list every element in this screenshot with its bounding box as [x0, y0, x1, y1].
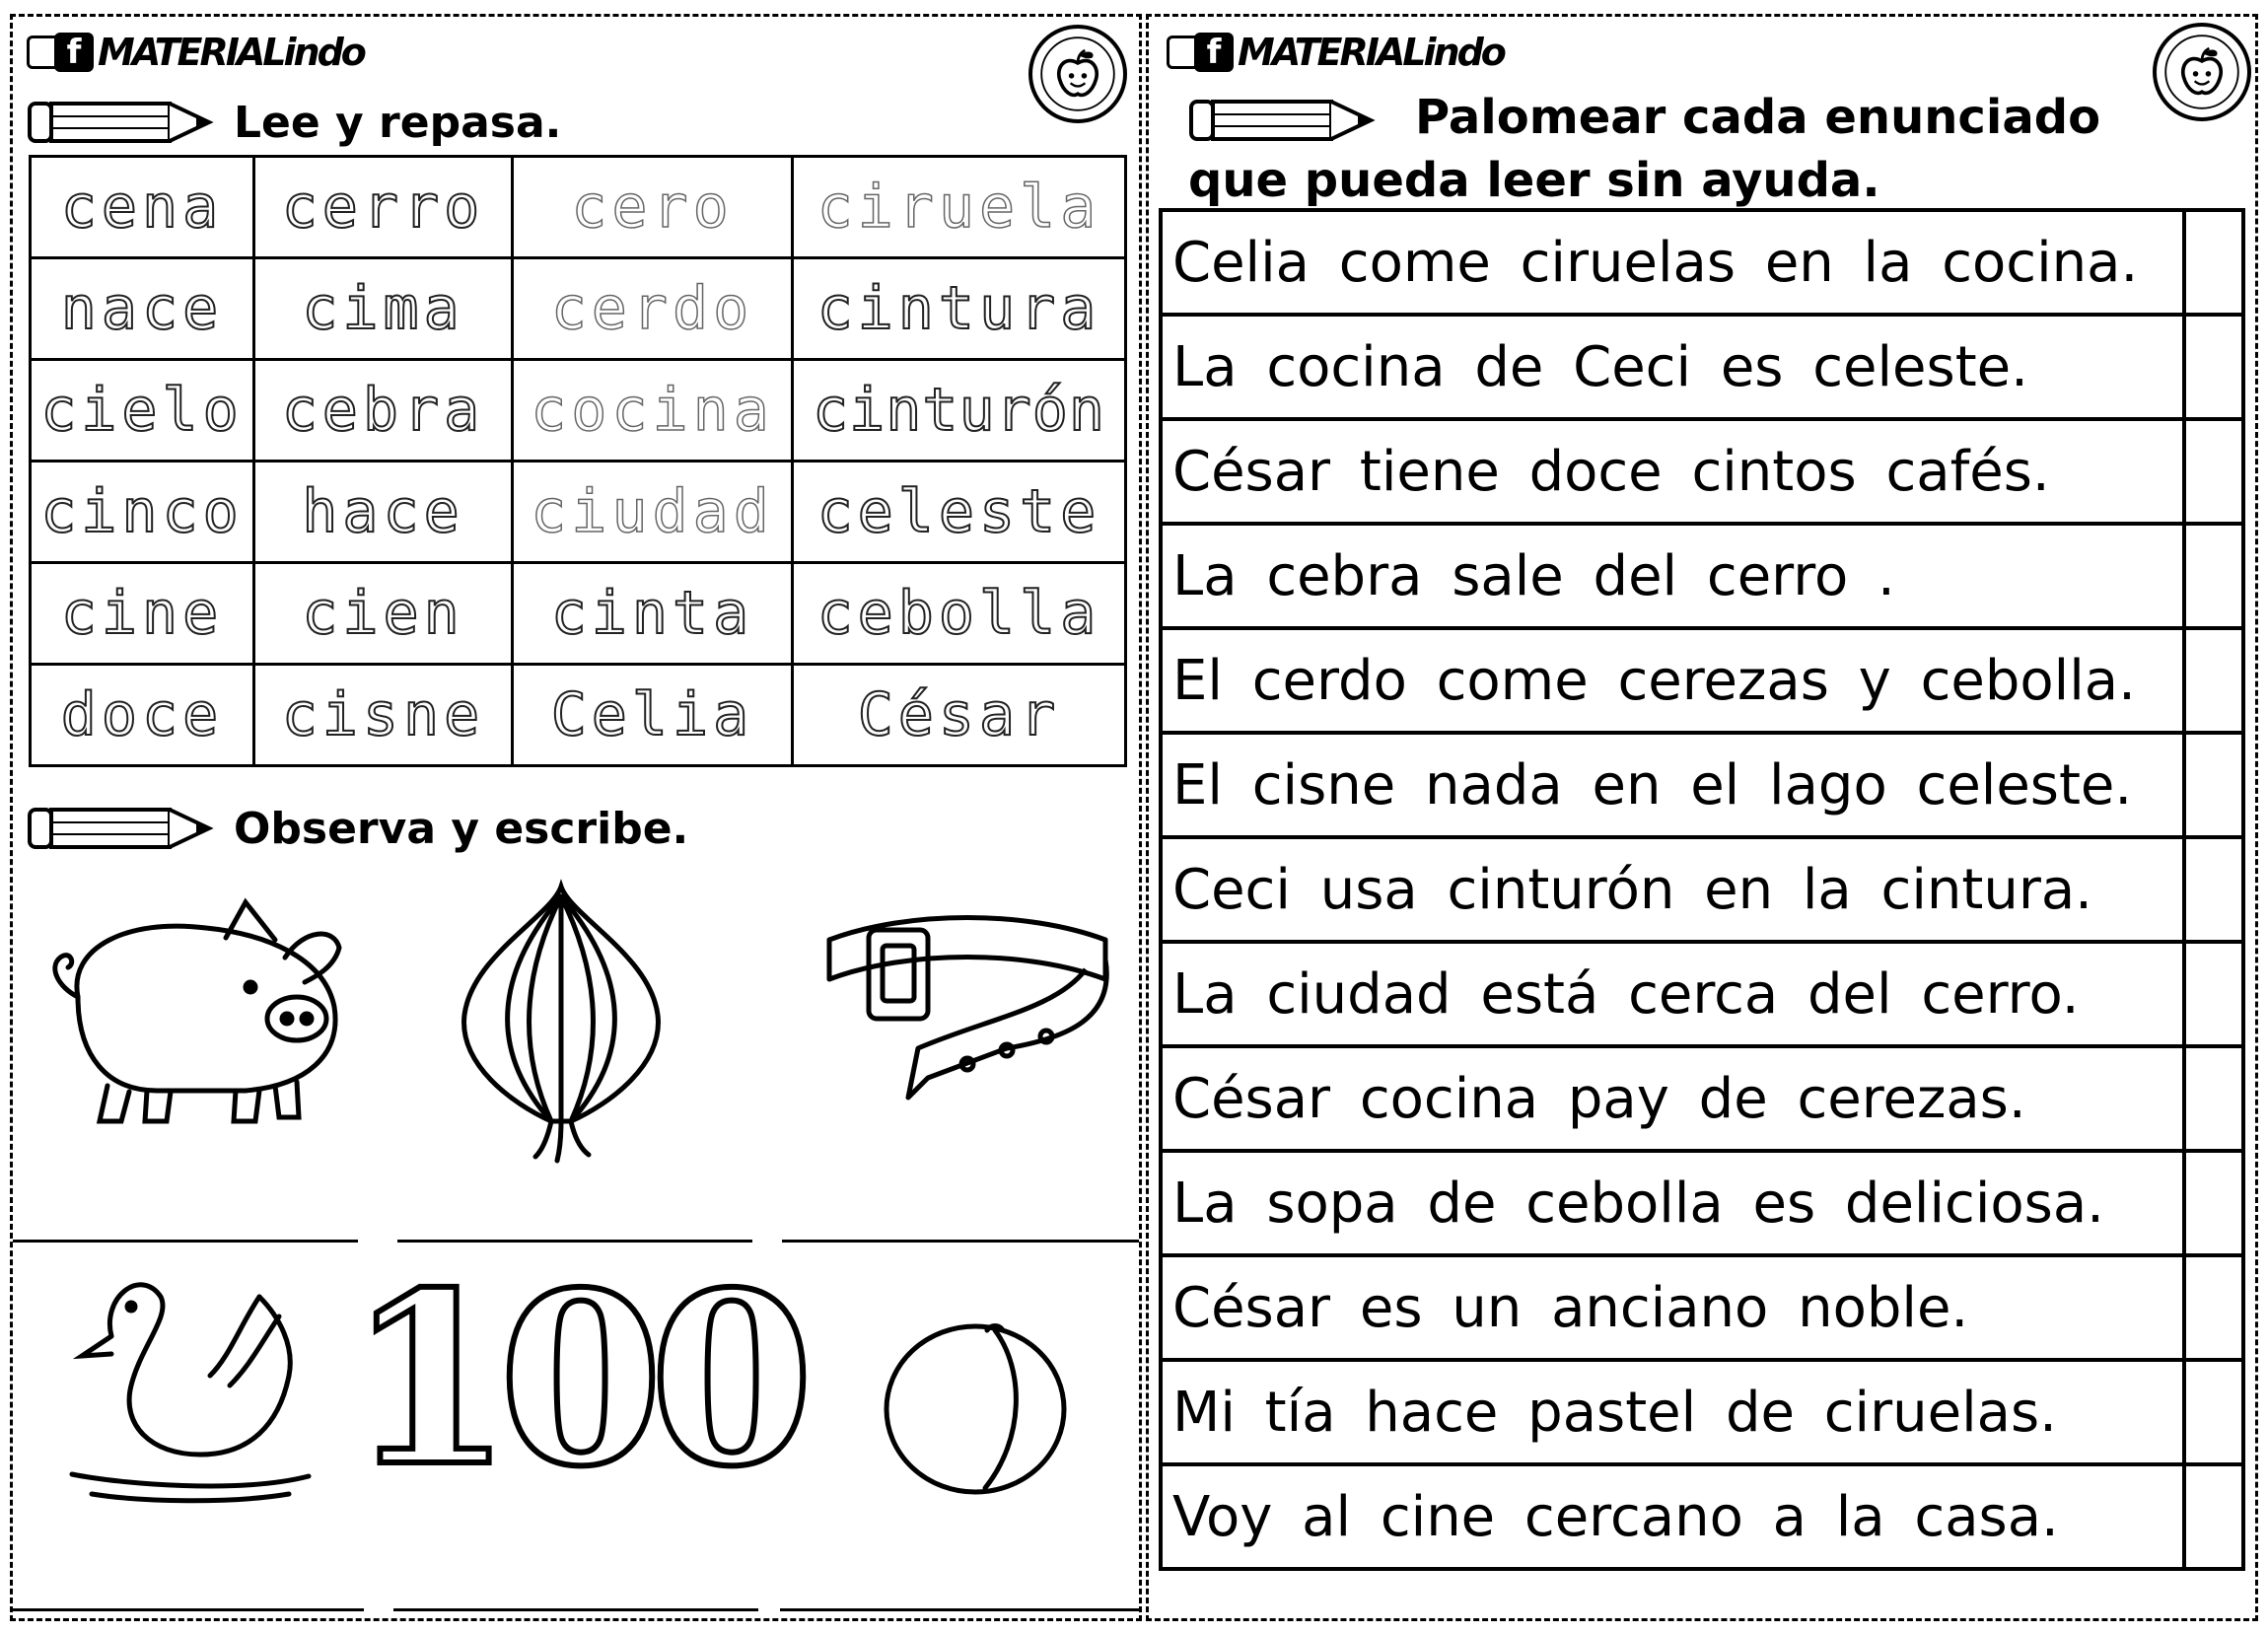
check-box[interactable]	[2184, 628, 2243, 733]
trace-word: cerro	[254, 157, 513, 258]
trace-word: cero	[513, 157, 793, 258]
check-box[interactable]	[2184, 315, 2243, 419]
trace-word: celeste	[793, 462, 1126, 563]
table-row	[1161, 210, 2243, 315]
facebook-icon: f	[1194, 33, 1234, 72]
apple-seal-icon	[1028, 25, 1127, 123]
trace-word: Celia	[513, 665, 793, 766]
write-line	[13, 1608, 364, 1611]
check-box[interactable]	[2184, 1360, 2243, 1464]
sentence: Mi tía hace pastel de ciruelas.	[1161, 1360, 2184, 1464]
write-line	[13, 1240, 358, 1243]
trace-word: cisne	[254, 665, 513, 766]
sentence: La cebra sale del cerro .	[1161, 524, 2184, 628]
sentence: La sopa de cebolla es deliciosa.	[1161, 1151, 2184, 1255]
brand-name: MATERIALindo	[98, 31, 364, 74]
check-box[interactable]	[2184, 837, 2243, 942]
swan-picture	[62, 1257, 319, 1514]
table-row	[1161, 837, 2243, 942]
check-box[interactable]	[2184, 524, 2243, 628]
table-row	[1161, 733, 2243, 837]
write-line	[780, 1608, 1139, 1611]
trace-word: ciudad	[513, 462, 793, 563]
heading-text: Lee y repasa.	[234, 97, 562, 148]
check-box[interactable]	[2184, 733, 2243, 837]
write-line	[782, 1240, 1139, 1243]
check-box[interactable]	[2184, 942, 2243, 1046]
sentence: Celia come ciruelas en la cocina.	[1161, 210, 2184, 315]
trace-word: cena	[31, 157, 254, 258]
check-box[interactable]	[2184, 419, 2243, 524]
check-box[interactable]	[2184, 1046, 2243, 1151]
table-row	[1161, 1360, 2243, 1464]
pencil-icon	[27, 96, 224, 149]
trace-word: nace	[31, 258, 254, 360]
table-row	[1161, 1151, 2243, 1255]
table-row	[1161, 1464, 2243, 1569]
table-row	[1161, 419, 2243, 524]
trace-word: hace	[254, 462, 513, 563]
table-row	[31, 665, 1126, 766]
hundred-picture	[347, 1241, 801, 1519]
table-row	[1161, 315, 2243, 419]
table-row	[31, 462, 1126, 563]
pig-picture	[38, 889, 354, 1125]
sentence: Ceci usa cinturón en la cintura.	[1161, 837, 2184, 942]
table-row	[31, 258, 1126, 360]
trace-word: cinturón	[793, 360, 1126, 462]
trace-word: cinco	[31, 462, 254, 563]
table-row	[31, 563, 1126, 665]
sentence: César es un anciano noble.	[1161, 1255, 2184, 1360]
onion-picture	[453, 877, 670, 1163]
instruction	[1188, 86, 2214, 212]
trace-word: doce	[31, 665, 254, 766]
trace-word: cebolla	[793, 563, 1126, 665]
trace-word: ciruela	[793, 157, 1126, 258]
plum-picture	[877, 1311, 1074, 1498]
right-worksheet	[1146, 14, 2258, 1621]
table-row	[31, 360, 1126, 462]
check-box[interactable]	[2184, 1464, 2243, 1569]
trace-word: cine	[31, 563, 254, 665]
sentence: El cerdo come cerezas y cebolla.	[1161, 628, 2184, 733]
table-row	[1161, 1046, 2243, 1151]
table-row	[1161, 628, 2243, 733]
table-row	[1161, 1255, 2243, 1360]
trace-word: cocina	[513, 360, 793, 462]
pencil-icon	[27, 802, 224, 855]
table-row	[1161, 524, 2243, 628]
write-line	[393, 1608, 758, 1611]
brand-logo	[27, 27, 364, 78]
hundred-number: 100	[347, 1241, 801, 1519]
sentence: César cocina pay de cerezas.	[1161, 1046, 2184, 1151]
sentence: El cisne nada en el lago celeste.	[1161, 733, 2184, 837]
trace-word: cerdo	[513, 258, 793, 360]
sentence-checklist	[1159, 208, 2245, 1571]
brand-logo	[1167, 27, 1504, 78]
sentence: Voy al cine cercano a la casa.	[1161, 1464, 2184, 1569]
trace-word: cebra	[254, 360, 513, 462]
sentence: César tiene doce cintos cafés.	[1161, 419, 2184, 524]
trace-word-table	[29, 155, 1127, 767]
check-box[interactable]	[2184, 210, 2243, 315]
trace-word: cinta	[513, 563, 793, 665]
trace-word: cintura	[793, 258, 1126, 360]
table-row	[1161, 942, 2243, 1046]
trace-word: cielo	[31, 360, 254, 462]
sentence: La cocina de Ceci es celeste.	[1161, 315, 2184, 419]
sentence: La ciudad está cerca del cerro.	[1161, 942, 2184, 1046]
check-box[interactable]	[2184, 1151, 2243, 1255]
trace-word: cien	[254, 563, 513, 665]
belt-picture	[810, 900, 1125, 1107]
table-row	[31, 157, 1126, 258]
check-box[interactable]	[2184, 1255, 2243, 1360]
section-heading-read	[27, 96, 561, 149]
section-heading-observe	[27, 802, 688, 855]
trace-word: cima	[254, 258, 513, 360]
instruction-text: Palomear cada enunciado que pueda leer sin ayuda.	[1188, 90, 2101, 208]
heading-text: Observa y escribe.	[234, 803, 689, 854]
left-worksheet	[10, 14, 1142, 1621]
brand-name: MATERIALindo	[1238, 31, 1504, 74]
pencil-icon	[1188, 94, 1385, 147]
trace-word: César	[793, 665, 1126, 766]
facebook-icon: f	[54, 33, 94, 72]
